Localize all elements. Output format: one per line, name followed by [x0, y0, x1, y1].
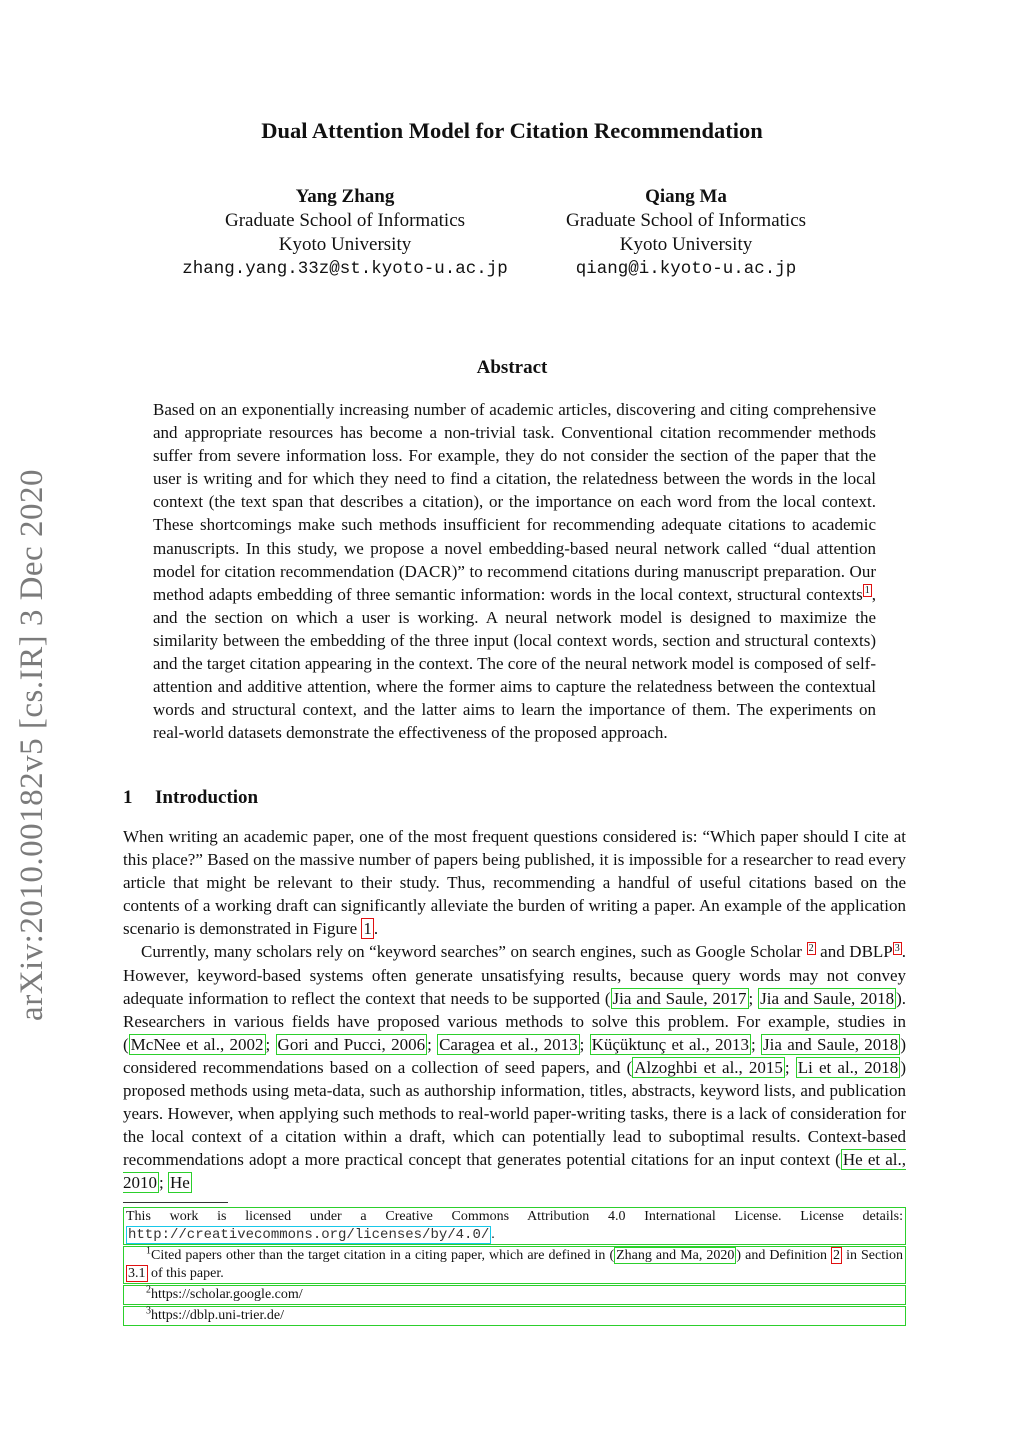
footnote-link[interactable]: 3 [894, 942, 900, 954]
arxiv-stamp: arXiv:2010.00182v5 [cs.IR] 3 Dec 2020 [14, 469, 50, 1021]
footnote-item[interactable] [123, 1285, 906, 1305]
footnote-url[interactable]: https://dblp.uni-trier.de/ [151, 1308, 284, 1323]
text-run: . [373, 919, 379, 939]
citation-link[interactable]: Jia and Saule, 2018 [760, 988, 895, 1008]
paragraph: Currently, many scholars rely on “keyword searches” on search engines, such as Google Scholar $^2$ and DBLP $^3$ . However, keyword-based systems often generate unsatisfying results, because query words may not convey adequate information to reflect the context that needs to be supported ( Jia and Saule, 2017 ; Jia and Saule, 2018 ). Researchers in various fields have proposed various methods to solve this problem. For example, studies in ( McNee et al., 2002 ; Gori and Pucci, 2006 ; Caragea et al., 2013 ; Küçüktunç et al., 2013 ; Jia and Saule, 2018 ) considered recommendations based on a collection of seed papers, and ( Alzoghbi et al., 2015 ; Li et al., 2018 ) proposed methods using meta-data, such as authorship information, titles, abstracts, keyword lists, and publication years. However, when applying such methods to real-world paper-writing tasks, there is a lack of consideration for the local context of a citation within a draft, which can potentially lead to suboptimal results. Context-based recommendations adopt a more practical concept that generates potential citations for an input context ( He et al., 2010 ; He [123, 942, 907, 1193]
text-run: in Section [842, 1248, 904, 1263]
footnote-mark: 3 [146, 1305, 151, 1317]
text-run: This work is licensed under a Creative Commons Attribution 4.0 International License. License details: [126, 1209, 903, 1224]
citation-link[interactable]: Alzoghbi et al., 2015 [634, 1057, 783, 1077]
citation-link[interactable]: Gori and Pucci, 2006 [277, 1034, 426, 1054]
footnotes [123, 1207, 906, 1327]
abstract-part: Based on an exponentially increasing number of academic articles, discovering and citing comprehensive and appropriate resources has become a non-trivial task. Conventional citation recommender methods suffer from severe information loss. For example, they do not consider the section of the paper that the user is writing and for which they need to find a citation, the relatedness between the words in the local context (the text span that describes a citation), or the importance on each word from the local context. These shortcomings make such methods insufficient for recommending adequate citations to academic manuscripts. In this study, we propose a novel embedding-based neural network called “dual attention model for citation recommendation (DACR)” to recommend citations during manuscript preparation. Our method adapts embedding of three semantic information: words in the local context, structural contexts [153, 400, 876, 604]
text-run: When writing an academic paper, one of the most frequent questions considered is: “Which paper should I cite at this place?” Based on the massive number of papers being published, it is impossible for a researcher to read every article that might be relevant to their study. Thus, recommending a handful of useful citations based on the contents of a working draft can significantly alleviate the burden of writing a paper. An example of the application scenario is demonstrated in Figure [123, 827, 906, 939]
text-run: of this paper. [147, 1266, 224, 1281]
author-name: Yang Zhang [295, 186, 395, 207]
author-email: qiang@i.kyoto-u.ac.jp [575, 259, 797, 279]
license-footnote: This work is licensed under a Creative Commons Attribution 4.0 International License. License details: http://creativecommons.org/licenses/by/4.0/ . [123, 1207, 906, 1245]
footnote-link[interactable]: 2 [808, 942, 814, 954]
section-title: Introduction [155, 787, 259, 808]
footnote-url[interactable]: https://scholar.google.com/ [151, 1287, 303, 1302]
citation-link[interactable]: Jia and Saule, 2017 [612, 988, 747, 1008]
text-run: ) and Definition [736, 1248, 832, 1263]
paragraph [123, 825, 906, 940]
footnote-item [123, 1246, 906, 1284]
author-email: zhang.yang.33z@st.kyoto-u.ac.jp [182, 259, 508, 279]
author-affiliation: Graduate School of Informatics [565, 210, 807, 231]
abstract-text [153, 398, 876, 744]
footnote-mark: 1 [146, 1245, 151, 1257]
paper-title: Dual Attention Model for Citation Recommendation [261, 118, 763, 143]
abstract-heading: Abstract [476, 357, 548, 378]
definition-ref-link[interactable]: 2 [833, 1248, 841, 1263]
citation-link[interactable]: McNee et al., 2002 [130, 1034, 264, 1054]
section-ref-link[interactable]: 3.1 [128, 1266, 146, 1281]
author-block [150, 185, 540, 281]
author-university: Kyoto University [619, 234, 753, 255]
intro-body [123, 825, 906, 1195]
author-university: Kyoto University [278, 234, 412, 255]
figure-ref-link[interactable]: 1 [363, 919, 372, 939]
author-block [548, 185, 824, 281]
citation-link[interactable]: He et al., 2010 [123, 1150, 907, 1193]
footnote-divider [123, 1202, 228, 1203]
section-heading [123, 787, 258, 809]
footnote-link[interactable]: 1 [864, 585, 870, 597]
text-run: . However, keyword-based systems often generate unsatisfying results, because query words may not convey adequate information to reflect the context that needs to be supported ( [123, 942, 906, 1008]
citation-link[interactable]: Küçüktunç et al., 2013 [591, 1034, 750, 1054]
footnote-item[interactable] [123, 1306, 906, 1326]
text-run: Currently, many scholars rely on “keyword searches” on search engines, such as Google Scholar [141, 942, 807, 962]
text-run: ). Researchers in various fields have proposed various methods to solve this problem. For example, studies in ( [123, 988, 907, 1054]
license-url-link[interactable]: http://creativecommons.org/licenses/by/4.0/ [128, 1227, 490, 1243]
text-run: Cited papers other than the target citation in a citing paper, which are defined in ( [151, 1248, 615, 1263]
citation-link[interactable]: Jia and Saule, 2018 [763, 1034, 899, 1054]
abstract-part: , and the section on which a user is working. A neural network model is designed to maximize the similarity between the embedding of the three input (local context words, section and structural contexts) and the target citation appearing in the context. The core of the neural network model is composed of self-attention and additive attention, where the former aims to capture the relatedness between the contextual words and structural context, and the latter aims to learn the importance of them. The experiments on real-world datasets demonstrate the effectiveness of the proposed approach. [153, 584, 876, 743]
text-run: ) considered recommendations based on a collection of seed papers, and ( [123, 1034, 906, 1077]
footnote-mark: 2 [146, 1284, 151, 1296]
citation-link[interactable]: He [169, 1173, 190, 1193]
text-run: and DBLP [815, 942, 893, 962]
citation-link[interactable]: Li et al., 2018 [797, 1057, 899, 1077]
text-run: ) proposed methods using meta-data, such as authorship information, titles, abstracts, keyword lists, and publication years. However, when applying such methods to real-world paper-writing tasks, there is a lack of consideration for the local context of a citation within a draft, which can potentially lead to suboptimal results. Context-based recommendations adopt a more practical concept that generates potential citations for an input context ( [123, 1057, 906, 1170]
citation-link[interactable]: Caragea et al., 2013 [439, 1034, 578, 1054]
author-name: Qiang Ma [645, 186, 727, 207]
section-number: 1 [123, 787, 133, 808]
author-affiliation: Graduate School of Informatics [224, 210, 466, 231]
citation-link[interactable]: Zhang and Ma, 2020 [616, 1248, 735, 1263]
